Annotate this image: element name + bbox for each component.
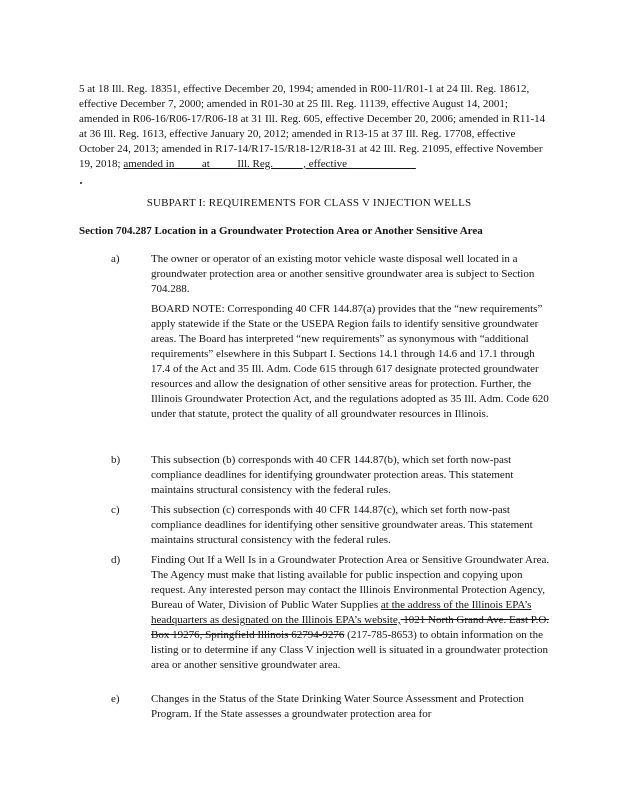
board-note: BOARD NOTE: Corresponding 40 CFR 144.87(a) provides that the “new requirements” apply statewide if the State or the USEPA Region fails to identify sensitive groundwater areas. The Board has interpreted “new requirements” as synonymous with “additional requirements” elsewhere in this Subpart I. Sections 14.1 through 14.6 and 17.1 through 17.4 of the Act and 35 Ill. Adm. Code 615 through 617 designate protected groundwater resources and allow the designation of other sensitive areas for protection. Further, the Illinois Groundwater Protection Act, and the regulations adopted as 35 Ill. Adm. Code 620 under that statute, protect the quality of all groundwater resources in Illinois.	[151, 303, 549, 420]
subsection-e-text: Changes in the Status of the State Drinking Water Source Assessment and Protection Program. If the State assesses a groundwater protection area for	[151, 693, 524, 720]
subpart-heading: SUBPART I: REQUIREMENTS FOR CLASS V INJECTION WELLS	[146, 197, 472, 209]
section-heading: Section 704.287 Location in a Groundwater Protection Area or Another Sensitive Area	[79, 225, 483, 237]
stray-mark	[80, 182, 82, 184]
subsection-d-text-end: (217-785-8653) to obtain information on the listing or to determine if any Class V injection well is situated in a groundwater protection area or another sensitive groundwater area.	[151, 629, 549, 671]
subsection-d-label: d)	[111, 554, 121, 566]
subsection-b-text: This subsection (b) corresponds with 40 CFR 144.87(b), which set forth now-past compliance deadlines for identifying groundwater protection areas. This statement maintains structural consistency with the federal rules.	[151, 454, 514, 496]
history-amendment-placeholder: amended in ____ at ____ Ill. Reg. _____, effective ____________	[123, 158, 416, 170]
subsection-a-text: The owner or operator of an existing motor vehicle waste disposal well located in a groundwater protection area or another sensitive groundwater area is subject to Section 704.288.	[151, 253, 535, 295]
history-text: 5 at 18 Ill. Reg. 18351, effective December 20, 1994; amended in R00-11/R01-1 at 24 Ill. Reg. 18612, effective December 7, 2000; amended in R01-30 at 25 Ill. Reg. 11139, effective August 14, 2001; amended in R06-16/R06-17/R06-18 at 31 Ill. Reg. 605, effective December 20, 2006; amended in R11-14 at 36 Ill. Reg. 1613, effective January 20, 2012; amended in R13-15 at 37 Ill. Reg. 17708, effective October 24, 2013; amended in R17-14/R17-15/R18-12/R18-31 at 42 Ill. Reg. 21095, effective November 19, 2018;	[79, 83, 546, 170]
subsection-c-label: c)	[111, 504, 120, 516]
subsection-d-text-start: Finding Out If a Well Is in a Groundwater Protection Area or Sensitive Groundwater Area. The Agency must make that listing available for public inspection and copying upon request. Any interested person may contact the Illinois Environmental Protection Agency, Bureau of Water, Division of Public Water Supplies	[151, 554, 550, 611]
subsection-c-text: This subsection (c) corresponds with 40 CFR 144.87(c), which set forth now-past compliance deadlines for identifying other sensitive groundwater areas. This statement maintains structural consistency with the federal rules.	[151, 504, 533, 546]
subsection-b-label: b)	[111, 454, 121, 466]
subsection-e-label: e)	[111, 693, 120, 705]
deleted-address-text: 1021 North Grand Ave. East P.O. Box 19276, Springfield Illinois 62794-9276	[151, 614, 550, 641]
subsection-d-text	[151, 553, 551, 673]
history-note	[79, 82, 549, 172]
subsection-a-label: a)	[111, 253, 120, 265]
inserted-address-text: at the address of the Illinois EPA’s headquarters as designated on the Illinois EPA’s website,	[151, 599, 532, 626]
